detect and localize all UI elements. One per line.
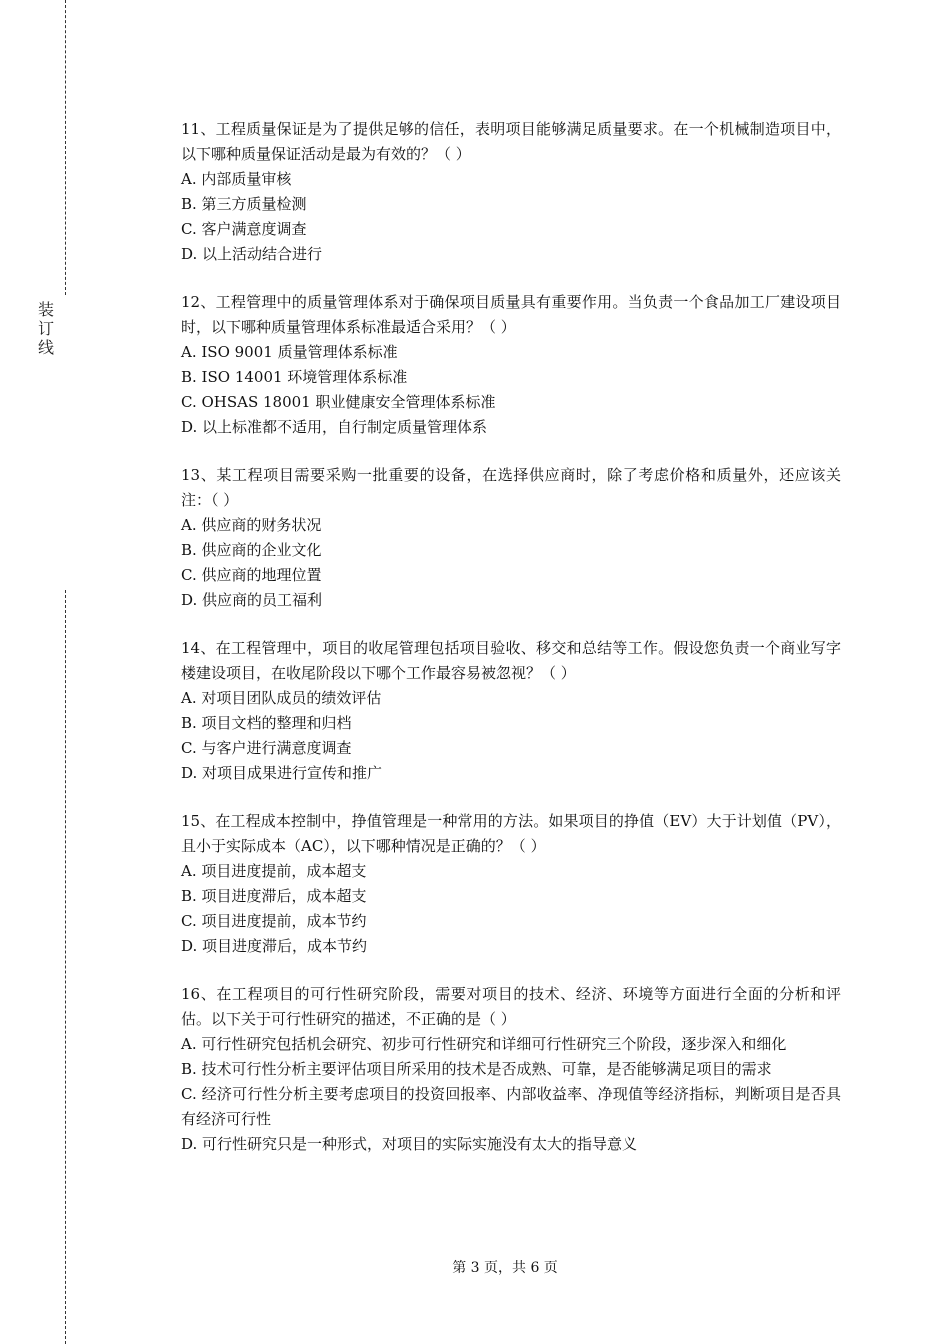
question-14 bbox=[181, 636, 841, 786]
option-b: B. 项目文档的整理和归档 bbox=[181, 714, 352, 732]
option-b: B. 供应商的企业文化 bbox=[181, 541, 322, 559]
question-stem: 16、在工程项目的可行性研究阶段，需要对项目的技术、经济、环境等方面进行全面的分析和评估。以下关于可行性研究的描述，不正确的是（ ） bbox=[181, 985, 841, 1028]
option-b: B. 第三方质量检测 bbox=[181, 195, 307, 213]
option-c: C. 客户满意度调查 bbox=[181, 220, 307, 238]
option-a: A. ISO 9001 质量管理体系标准 bbox=[181, 343, 398, 361]
option-d: D. 项目进度滞后，成本节约 bbox=[181, 937, 368, 955]
question-stem: 14、在工程管理中，项目的收尾管理包括项目验收、移交和总结等工作。假设您负责一个商业写字楼建设项目，在收尾阶段以下哪个工作最容易被忽视？（ ） bbox=[181, 639, 841, 682]
option-b: B. 技术可行性分析主要评估项目所采用的技术是否成熟、可靠，是否能够满足项目的需求 bbox=[181, 1060, 772, 1078]
page-number: 第 3 页，共 6 页 bbox=[452, 1260, 558, 1276]
binding-char: 订 bbox=[37, 319, 54, 338]
question-stem: 11、工程质量保证是为了提供足够的信任，表明项目能够满足质量要求。在一个机械制造项目中，以下哪种质量保证活动是最为有效的？（ ） bbox=[181, 120, 841, 163]
option-b: B. ISO 14001 环境管理体系标准 bbox=[181, 368, 408, 386]
option-a: A. 内部质量审核 bbox=[181, 170, 292, 188]
question-15 bbox=[181, 809, 841, 959]
binding-char: 装 bbox=[37, 300, 54, 319]
option-d: D. 供应商的员工福利 bbox=[181, 591, 323, 609]
option-d: D. 可行性研究只是一种形式，对项目的实际实施没有太大的指导意义 bbox=[181, 1135, 638, 1153]
option-b: B. 项目进度滞后，成本超支 bbox=[181, 887, 367, 905]
option-c: C. 供应商的地理位置 bbox=[181, 566, 322, 584]
option-d: D. 对项目成果进行宣传和推广 bbox=[181, 764, 383, 782]
question-stem: 12、工程管理中的质量管理体系对于确保项目质量具有重要作用。当负责一个食品加工厂建设项目时，以下哪种质量管理体系标准最适合采用？（ ） bbox=[181, 293, 841, 336]
option-c: C. 项目进度提前，成本节约 bbox=[181, 912, 367, 930]
question-11 bbox=[181, 117, 841, 267]
question-stem: 13、某工程项目需要采购一批重要的设备，在选择供应商时，除了考虑价格和质量外，还应该关注：（ ） bbox=[181, 466, 841, 509]
option-a: A. 可行性研究包括机会研究、初步可行性研究和详细可行性研究三个阶段，逐步深入和细化 bbox=[181, 1035, 787, 1053]
question-list bbox=[181, 117, 841, 1180]
option-c: C. 经济可行性分析主要考虑项目的投资回报率、内部收益率、净现值等经济指标，判断项目是否具有经济可行性 bbox=[181, 1085, 841, 1128]
option-c: C. OHSAS 18001 职业健康安全管理体系标准 bbox=[181, 393, 496, 411]
binding-label bbox=[36, 300, 56, 357]
binding-dashed-line-bottom bbox=[65, 590, 66, 1344]
page-footer bbox=[0, 1257, 950, 1277]
option-c: C. 与客户进行满意度调查 bbox=[181, 739, 352, 757]
question-16 bbox=[181, 982, 841, 1157]
question-13 bbox=[181, 463, 841, 613]
option-d: D. 以上标准都不适用，自行制定质量管理体系 bbox=[181, 418, 488, 436]
option-a: A. 供应商的财务状况 bbox=[181, 516, 322, 534]
option-a: A. 对项目团队成员的绩效评估 bbox=[181, 689, 382, 707]
binding-dashed-line-top bbox=[65, 0, 66, 295]
option-a: A. 项目进度提前，成本超支 bbox=[181, 862, 367, 880]
binding-char: 线 bbox=[37, 338, 54, 357]
question-stem: 15、在工程成本控制中，挣值管理是一种常用的方法。如果项目的挣值（EV）大于计划值（PV），且小于实际成本（AC），以下哪种情况是正确的？（ ） bbox=[181, 812, 841, 855]
option-d: D. 以上活动结合进行 bbox=[181, 245, 323, 263]
question-12 bbox=[181, 290, 841, 440]
